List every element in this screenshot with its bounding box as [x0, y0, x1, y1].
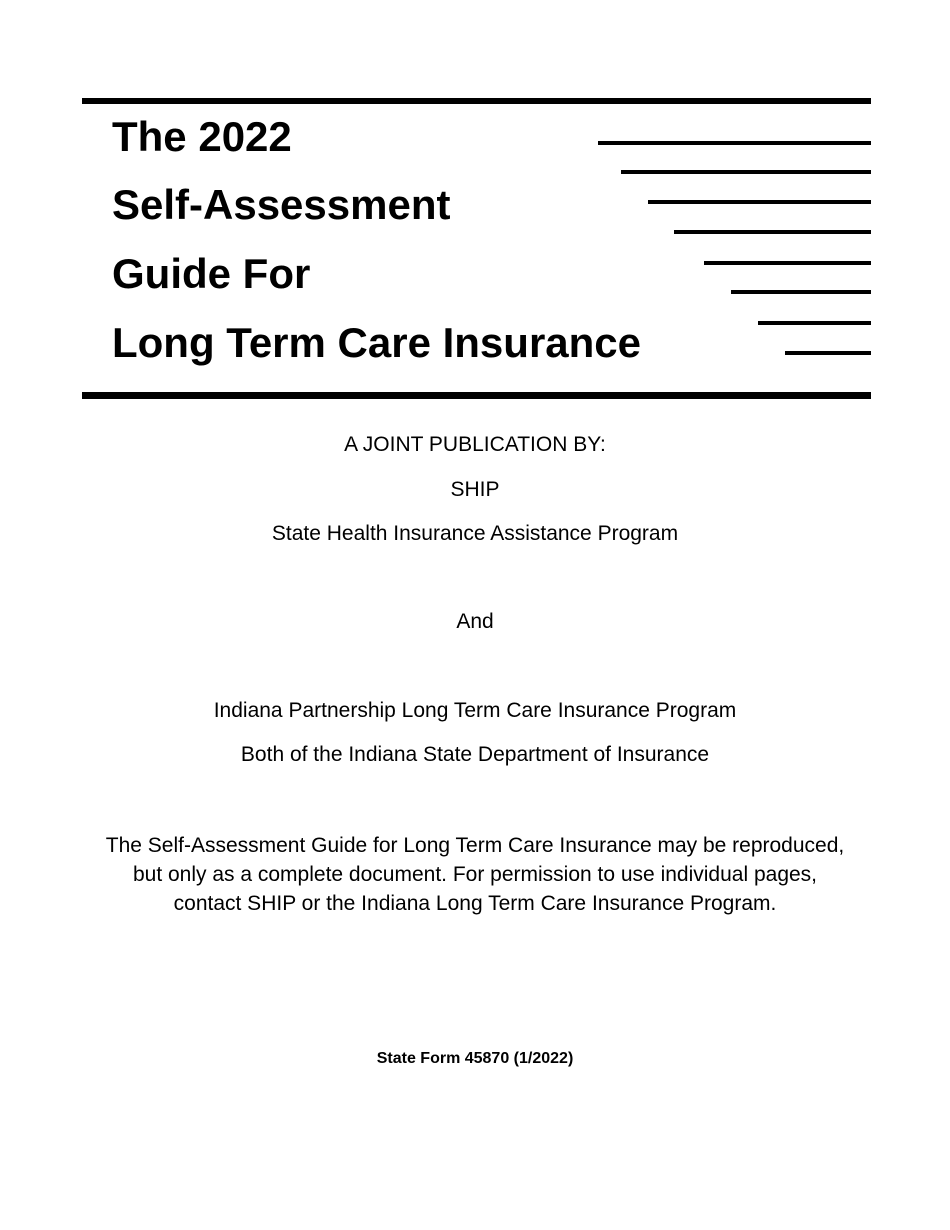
decorative-line [674, 230, 871, 234]
ship-acronym: SHIP [450, 478, 500, 501]
title-top-rule [82, 98, 871, 104]
decorative-line [758, 321, 871, 325]
reproduction-notice [100, 831, 850, 918]
decorative-line [621, 170, 871, 174]
decorative-line [598, 141, 871, 145]
partnership-program-name: Indiana Partnership Long Term Care Insurance Program [213, 699, 737, 722]
conjunction-and: And [456, 610, 494, 633]
notice-line: The Self-Assessment Guide for Long Term Care Insurance may be reproduced, [105, 834, 845, 857]
decorative-line [785, 351, 871, 355]
state-form-number: State Form 45870 (1/2022) [376, 1050, 574, 1067]
title-bottom-rule [82, 392, 871, 399]
decorative-line [704, 261, 871, 265]
decorative-line [648, 200, 871, 204]
department-note: Both of the Indiana State Department of Insurance [240, 743, 710, 766]
ship-full-name: State Health Insurance Assistance Program [271, 522, 679, 545]
notice-line: contact SHIP or the Indiana Long Term Care Insurance Program. [173, 892, 777, 915]
title-line-year: The 2022 [112, 113, 292, 160]
title-line-self-assessment: Self-Assessment [112, 181, 451, 228]
title-line-long-term-care: Long Term Care Insurance [112, 319, 642, 366]
joint-publication-intro: A JOINT PUBLICATION BY: [344, 433, 606, 456]
decorative-line [731, 290, 871, 294]
title-line-guide-for: Guide For [112, 250, 311, 297]
notice-line: but only as a complete document. For permission to use individual pages, [132, 863, 818, 886]
